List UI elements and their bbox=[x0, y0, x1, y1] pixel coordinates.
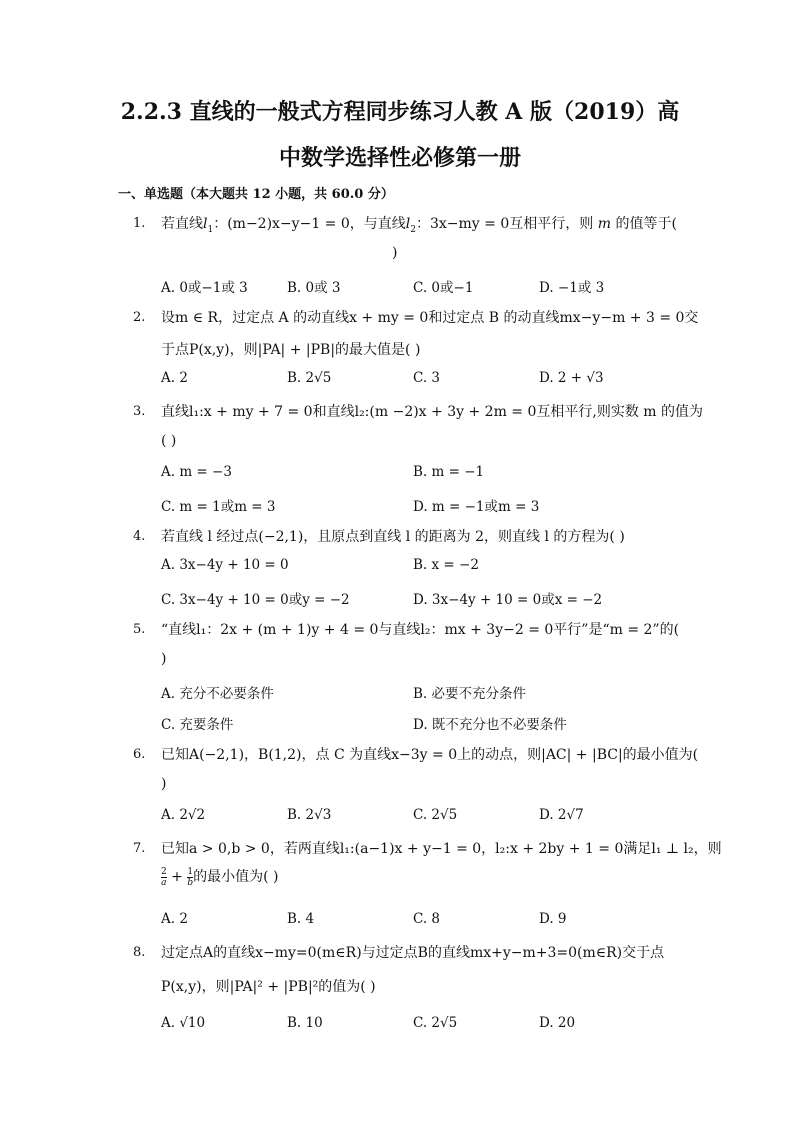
document-title-line-1: 2.2.3 直线的一般式方程同步练习人教 A 版（2019）高 bbox=[120, 99, 680, 125]
question-stem-line-1: 已知A(−2,1)，B(1,2)，点 C 为直线x−3y = 0上的动点，则|AC| + |BC|的最小值为( bbox=[161, 747, 699, 763]
question-number: 6. bbox=[133, 747, 146, 762]
document-title-line-2: 中数学选择性必修第一册 bbox=[278, 145, 521, 171]
option-b: B. 0或 3 bbox=[287, 280, 341, 296]
question-stem-line-2: ) bbox=[161, 776, 167, 792]
question-stem-line-1: 直线l₁:x + my + 7 = 0和直线l₂:(m −2)x + 3y + 2m = 0互相平行,则实数 m 的值为 bbox=[161, 404, 704, 420]
option-a: A. 2√2 bbox=[161, 807, 206, 823]
question-stem-line-1: “直线l₁：2x + (m + 1)y + 4 = 0与直线l₂：mx + 3y−2 = 0平行”是“m = 2”的( bbox=[161, 622, 680, 638]
option-c: C. 3 bbox=[413, 370, 441, 386]
option-b: B. 必要不充分条件 bbox=[413, 686, 527, 702]
option-a: A. 0或−1或 3 bbox=[161, 280, 248, 296]
option-d: D. −1或 3 bbox=[539, 280, 605, 296]
option-b: B. x = −2 bbox=[413, 557, 479, 573]
option-d: D. m = −1或m = 3 bbox=[413, 499, 540, 515]
option-d: D. 2 + √3 bbox=[539, 370, 604, 386]
option-a: A. 3x−4y + 10 = 0 bbox=[161, 557, 289, 573]
fraction-1-over-b: $\frac{1}{b}$ bbox=[187, 866, 194, 888]
option-c: C. 2√5 bbox=[413, 807, 458, 823]
option-b: B. 10 bbox=[287, 1015, 323, 1031]
option-c: C. 充要条件 bbox=[161, 717, 234, 733]
question-stem-line-2: $\frac{2}{a}$ + $\frac{1}{b}$ 的最小值为( ) bbox=[161, 866, 279, 888]
option-b: B. 2√5 bbox=[287, 370, 332, 386]
question-stem-line-1: 已知a > 0,b > 0，若两直线l₁:(a−1)x + y−1 = 0，l₂:x + 2by + 1 = 0满足l₁ ⊥ l₂，则 bbox=[161, 841, 722, 857]
option-b: B. 4 bbox=[287, 911, 315, 927]
option-d: D. 9 bbox=[539, 911, 567, 927]
question-stem-line-1: 过定点A的直线x−my=0(m∈R)与过定点B的直线mx+y−m+3=0(m∈R)交于点 bbox=[161, 945, 665, 961]
question-number: 8. bbox=[133, 945, 146, 960]
option-c: C. 2√5 bbox=[413, 1015, 458, 1031]
option-d: D. 2√7 bbox=[539, 807, 584, 823]
option-d: D. 3x−4y + 10 = 0或x = −2 bbox=[413, 592, 603, 608]
question-number: 5. bbox=[133, 622, 146, 637]
question-number: 3. bbox=[133, 404, 146, 419]
option-a: A. m = −3 bbox=[161, 464, 232, 480]
question-stem-close: ) bbox=[392, 245, 398, 261]
option-d: D. 20 bbox=[539, 1015, 576, 1031]
option-a: A. √10 bbox=[161, 1015, 206, 1031]
question-number: 2. bbox=[133, 310, 146, 325]
section-heading: 一、单选题（本大题共 12 小题，共 60.0 分） bbox=[118, 187, 394, 202]
option-a: A. 2 bbox=[161, 370, 188, 386]
option-c: C. m = 1或m = 3 bbox=[161, 499, 276, 515]
option-c: C. 0或−1 bbox=[413, 280, 474, 296]
option-b: B. m = −1 bbox=[413, 464, 485, 480]
question-stem-line-2: P(x,y)，则|PA|² + |PB|²的值为( ) bbox=[161, 979, 376, 995]
option-b: B. 2√3 bbox=[287, 807, 332, 823]
option-c: C. 8 bbox=[413, 911, 441, 927]
option-a: A. 充分不必要条件 bbox=[161, 686, 274, 702]
fraction-2-over-a: $\frac{2}{a}$ bbox=[161, 866, 167, 888]
question-number: 7. bbox=[133, 841, 146, 856]
question-number: 4. bbox=[133, 529, 146, 544]
option-a: A. 2 bbox=[161, 911, 188, 927]
question-stem-line-2: 于点P(x,y)，则|PA| + |PB|的最大值是( ) bbox=[161, 342, 421, 358]
question-number: 1. bbox=[133, 216, 146, 231]
option-d: D. 既不充分也不必要条件 bbox=[413, 717, 567, 733]
question-stem: 若直线$l_1$：(m−2)x−y−1 = 0，与直线$l_2$：3x−my = 0互相平行，则 m 的值等于( bbox=[161, 216, 677, 235]
question-stem-line-2: ) bbox=[161, 651, 167, 667]
question-stem-line-2: ( ) bbox=[161, 433, 177, 449]
option-c: C. 3x−4y + 10 = 0或y = −2 bbox=[161, 592, 350, 608]
question-stem-line-1: 若直线 l 经过点(−2,1)，且原点到直线 l 的距离为 2，则直线 l 的方程为( ) bbox=[161, 529, 625, 545]
question-stem-line-1: 设m ∈ R，过定点 A 的动直线x + my = 0和过定点 B 的动直线mx−y−m + 3 = 0交 bbox=[161, 310, 699, 326]
